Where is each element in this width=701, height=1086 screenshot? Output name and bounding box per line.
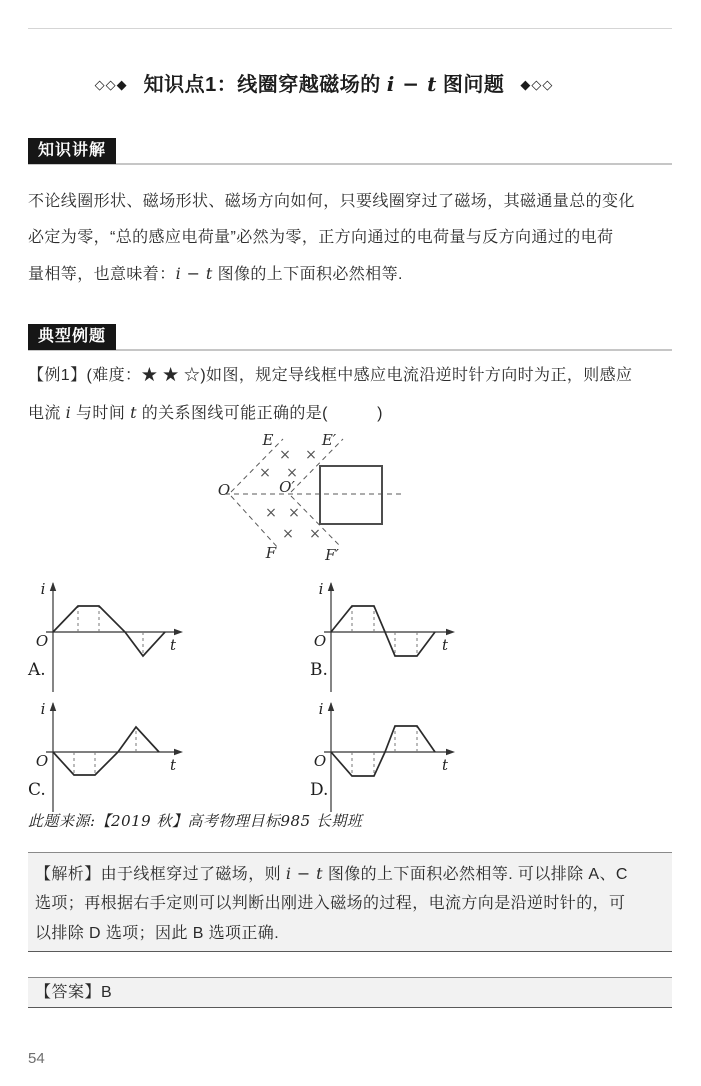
magnetic-field-diagram xyxy=(195,428,425,576)
section-label-knowledge: 知识讲解 xyxy=(28,138,116,164)
field-into-page-symbol: × xyxy=(259,465,271,481)
origin-label: O xyxy=(313,632,327,650)
text-run: 与时间 xyxy=(71,405,131,422)
text-line xyxy=(35,919,658,949)
current-curve xyxy=(53,727,159,775)
text-run: 选项；再根据右手定则可以判断出刚进入磁场的过程，电流方向是沿逆时针的，可 xyxy=(35,895,626,912)
page-title-text xyxy=(144,74,505,96)
option-graph-d xyxy=(306,700,466,815)
diamond-deco-right: ◆◇◇ xyxy=(520,77,554,92)
text-run: 图像的上下面积必然相等. xyxy=(212,266,403,283)
x-axis-label: t xyxy=(169,636,177,654)
y-axis-label: i xyxy=(40,580,46,598)
page-title xyxy=(28,68,620,98)
diagram-point-label: F xyxy=(265,544,277,562)
origin-label: O xyxy=(35,752,49,770)
it-graph-svg xyxy=(306,700,466,815)
current-curve xyxy=(331,606,435,656)
option-label-c: C. xyxy=(28,780,46,800)
text-run: 图像的上下面积必然相等. 可以排除 A、C xyxy=(322,866,628,883)
math-text: t xyxy=(130,403,137,422)
origin-label: O xyxy=(35,632,49,650)
section-underline xyxy=(28,163,672,165)
it-graph-svg xyxy=(28,700,188,815)
knowledge-paragraph xyxy=(28,184,658,292)
option-graph-c xyxy=(28,700,188,815)
option-label-d: D. xyxy=(310,780,329,800)
text-line xyxy=(35,889,658,919)
field-into-page-symbol: × xyxy=(288,505,300,521)
answer-box: 【答案】B xyxy=(28,977,672,1008)
x-axis-label: t xyxy=(441,636,449,654)
question-source-line: 此题来源:【2019 秋】高考物理目标985 长期班 xyxy=(28,812,363,830)
page-number: 54 xyxy=(28,1050,45,1067)
math-text: i − t xyxy=(386,72,437,96)
y-axis-label: i xyxy=(40,700,46,718)
text-run: 必定为零，“总的感应电荷量”必然为零，正方向通过的电荷量与反方向通过的电荷 xyxy=(28,229,614,246)
math-text: i − t xyxy=(175,264,213,283)
text-line xyxy=(28,357,668,394)
example-problem-text xyxy=(28,357,668,431)
y-axis-arrow xyxy=(50,702,56,711)
text-run: 的关系图线可能正确的是( ) xyxy=(136,405,383,422)
text-run: 【例1】(难度：★ ★ ☆)如图，规定导线框中感应电流沿逆时针方向时为正，则感应 xyxy=(28,367,633,384)
text-run: 图问题 xyxy=(436,74,505,96)
it-graph-svg xyxy=(28,580,188,695)
diagram-point-label: O xyxy=(217,481,231,499)
diagram-point-label: F′ xyxy=(325,546,339,564)
x-axis-arrow xyxy=(174,749,183,755)
math-text: i xyxy=(65,403,72,422)
y-axis-arrow xyxy=(328,702,334,711)
y-axis-label: i xyxy=(318,580,324,598)
x-axis-label: t xyxy=(169,756,177,774)
field-into-page-symbol: × xyxy=(286,465,298,481)
field-into-page-symbol: × xyxy=(282,526,294,542)
current-curve xyxy=(331,726,435,776)
text-run: 知识点1：线圈穿越磁场的 xyxy=(143,74,387,96)
text-line xyxy=(28,220,658,256)
section-label-example: 典型例题 xyxy=(28,324,116,350)
text-run: 不论线圈形状、磁场形状、磁场方向如何，只要线圈穿过了磁场，其磁通量总的变化 xyxy=(28,193,635,210)
math-text: i − t xyxy=(285,864,323,883)
y-axis-arrow xyxy=(50,582,56,591)
text-run: 量相等，也意味着： xyxy=(28,266,176,283)
x-axis-arrow xyxy=(174,629,183,635)
diagram-point-label: O′ xyxy=(279,478,295,496)
field-into-page-symbol: × xyxy=(305,447,317,463)
text-run: 【解析】由于线框穿过了磁场，则 xyxy=(35,866,286,883)
diagram-point-label: E′ xyxy=(321,431,337,449)
y-axis-label: i xyxy=(318,700,324,718)
origin-label: O xyxy=(313,752,327,770)
diamond-deco-left: ◇◇◆ xyxy=(94,77,128,92)
text-line xyxy=(28,184,658,220)
text-line xyxy=(28,256,658,292)
it-graph-svg xyxy=(306,580,466,695)
section-underline xyxy=(28,349,672,351)
text-run: 以排除 D 选项；因此 B 选项正确. xyxy=(35,925,280,942)
option-label-a: A. xyxy=(28,660,46,680)
analysis-box xyxy=(28,852,672,952)
option-label-b: B. xyxy=(310,660,328,680)
text-run: 电流 xyxy=(28,405,66,422)
field-into-page-symbol: × xyxy=(309,526,321,542)
text-line xyxy=(35,859,658,889)
option-graph-b xyxy=(306,580,466,695)
diagram-point-label: E xyxy=(262,431,274,449)
field-into-page-symbol: × xyxy=(279,447,291,463)
current-curve xyxy=(53,606,165,656)
option-graph-a xyxy=(28,580,188,695)
field-diagram-svg xyxy=(195,428,425,576)
y-axis-arrow xyxy=(328,582,334,591)
field-into-page-symbol: × xyxy=(265,505,277,521)
text-line xyxy=(28,394,668,431)
top-divider xyxy=(28,28,672,29)
x-axis-arrow xyxy=(446,749,455,755)
x-axis-label: t xyxy=(441,756,449,774)
wire-frame-square xyxy=(320,466,382,524)
x-axis-arrow xyxy=(446,629,455,635)
